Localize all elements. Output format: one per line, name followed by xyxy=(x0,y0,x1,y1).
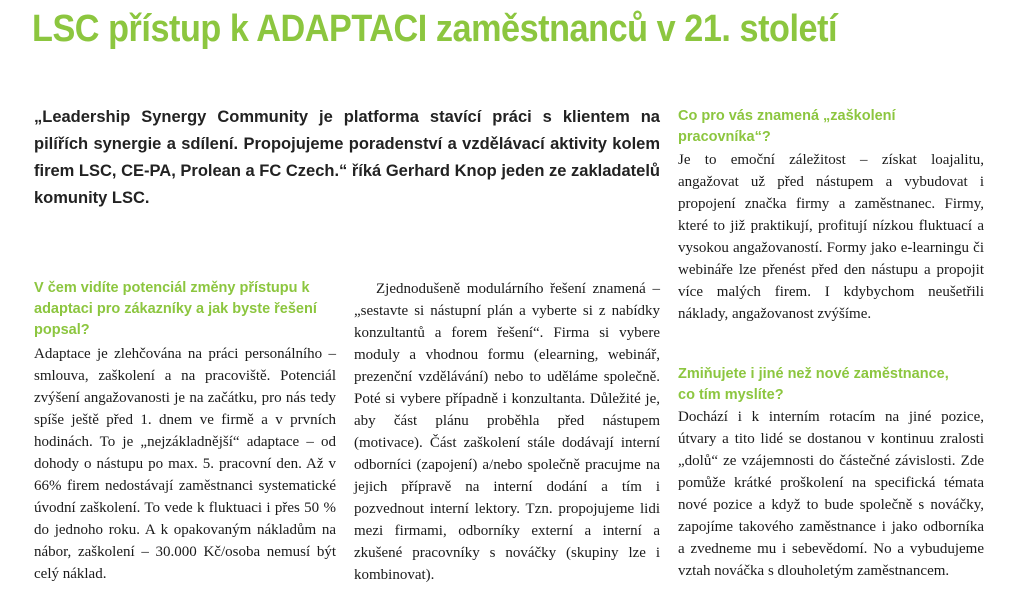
lead-paragraph: „Leadership Synergy Community je platforma stavící práci s klientem na pilířích synergie a sdílení. Propojujeme poradenství a vzdělávací aktivity kolem firem LSC, CE-PA, Prolean a FC Czech.“ říká Gerhard Knop jeden ze zakladatelů komunity LSC. xyxy=(34,108,660,207)
interview-answer-3: Dochází i k interním rotacím na jiné pozice, útvary a tito lidé se dostanou v kontinuu zralosti „dolů“ ze vzájemnosti do částečné závislosti. Zde pomůže krátké proškolení na specifická témata nové pozice a když to bude společně s nováčky, zapojíme takového zaměstnance i jako odborníka a zvedneme mu i sebevědomí. No a vybudujeme vztah nováčka s dlouholetým zaměstnancem. xyxy=(678,409,984,579)
interview-question-1: V čem vidíte potenciál změny přístupu k adaptaci pro zákazníky a jak byste řešení popsal? xyxy=(34,280,317,338)
interview-answer-1-continued: Zjednodušeně modulárního řešení znamená – „sestavte si nástupní plán a vyberte si z nabídky konzultantů a forem řešení“. Firma si vybere moduly a vhodnou formu (elearning, webinář, prezenční vzdělávání) nebo to uděláme společně. Poté si vybere případně i konzultanta. Důležité je, aby část plánu proběhla před nástupem (motivace). Část zaškolení stále dodávají interní odborníci (zapojení) a/nebo společně pracujme na jejich přípravě na interní dodání a tím i pozvednout interní lektory. Tzn. propojujeme lidi mezi firmami, odborníky externí a interní a zkušené pracovníky s nováčky (skupiny lze i kombinovat). xyxy=(354,281,660,583)
interview-answer-2: Je to emoční záležitost – získat loajalitu, angažovat už před nástupem a vybudovat i propojení značka firmy a zaměstnanec. Firmy, které to již praktikují, profitují nízkou fluktuací a vysokou angažovaností. Formy jako e-learningu či webináře lze přenést před den nástupu a propojit více malých firem. I kdybychom neušetřili náklady, angažovanost zvýšíme. xyxy=(678,152,984,322)
interview-question-3: Zmiňujete i jiné než nové zaměstnance, co tím myslíte? xyxy=(678,366,949,403)
article-title: LSC přístup k ADAPTACI zaměstnanců v 21. století xyxy=(32,8,838,50)
interview-question-2: Co pro vás znamená „zaškolení pracovníka“? xyxy=(678,108,896,145)
interview-answer-1: Adaptace je zlehčována na práci personálního – smlouva, zaškolení a na pracoviště. Potenciál zvýšení angažovanosti je na začátku, pro nás tedy spíše ještě před 1. dnem ve firmě a v prvních hodinách. To je „nejzákladnější“ adaptace – od dohody o nástupu po max. 5. pracovní den. Až v 66% firem nedostávají zaměstnanci systematické úvodní zaškolení. To vede k fluktuaci i přes 50 % do jednoho roku. A k opakovaným nákladům na nábor, zaškolení – 30.000 Kč/osoba nemusí být celý náklad. xyxy=(34,346,336,582)
